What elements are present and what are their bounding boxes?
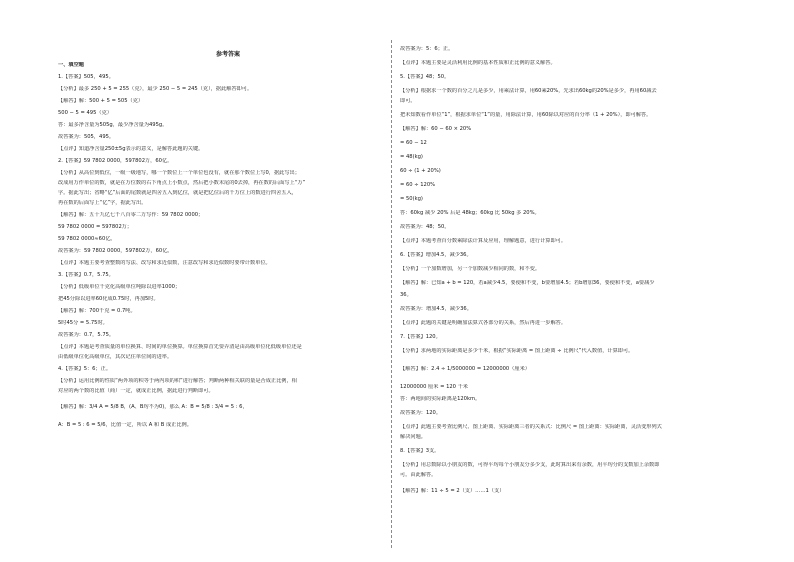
text-line: 对应的两个数的比值（商）一定，就成正比例，据此进行判断即可。: [58, 388, 214, 394]
text-line: 由低级单位化高级单位，其次记住单位间的进率。: [58, 354, 173, 360]
text-line: 【分析】最多 250 + 5 = 255（克），最少 250 − 5 = 245（克），据此解答即可。: [58, 86, 253, 92]
text-line: A：B = 5 : 6 = 5/6，比值一定，所以 A 和 B 成正比例。: [58, 422, 192, 428]
text-line: 2.【答案】59 7802 0000，597802万，60亿。: [58, 158, 173, 164]
text-line: 【解答】解：3/4 A = 5/8 B，(A、B均不为0)，那么 A：B = 5/8 : 3/4 = 5 : 6，: [58, 404, 248, 410]
text-line: 一、填空题: [58, 62, 84, 68]
text-line: 【解答】解：五十九亿七千八百零二万写作：59 7802 0000；: [58, 212, 204, 218]
text-line: = 50(kg): [400, 196, 423, 202]
text-line: 【解答】解：500 + 5 = 505（克）: [58, 98, 144, 104]
text-line: 故答案为：0.7，5.75。: [58, 332, 115, 338]
text-line: 【解答】解：60 − 60 × 20%: [400, 126, 472, 132]
text-line: 答：两地间的实际距离是120km。: [400, 396, 481, 402]
text-line: 【分析】根据求一个数的百分之几是多少，用乘法计算，用60乘20%，先求出60kg的20%是多少，再用60减去: [400, 88, 657, 94]
text-line: 4.【答案】5：6；正。: [58, 366, 112, 372]
text-line: 故答案为：120。: [400, 410, 442, 416]
text-line: 36。: [400, 292, 412, 298]
text-line: 【点评】本题是考查质量的单位换算、时间的单位换算。单位换算首先要弄清是由高级单位化低级单位还是: [58, 344, 302, 350]
column-divider: [391, 40, 392, 548]
text-line: 故答案为：59 7802 0000，597802万，60亿。: [58, 248, 173, 254]
text-line: 【点评】本题主要考查整数的写法、改写和求近似数，注意改写和求近似数时要带计数单位。: [58, 260, 271, 266]
text-line: 【分析】从高位到低位，一级一级地写，哪一个数位上一个单位也没有，就在那个数位上写0，据此写出；: [58, 170, 300, 176]
text-line: 【解答】解：已知a + b = 120，若a减少4.5，要使和不变，b要增加4.5；若b增加36，要使和不变，a要减少: [400, 280, 655, 286]
text-line: 故答案为：48；50。: [400, 224, 450, 230]
text-line: 1.【答案】505，495。: [58, 74, 114, 80]
text-line: 把未知数看作单位“1”，根据求单位“1”的量，用除法计算，用60除以对应的百分率（1 + 20%），即可解答。: [400, 112, 652, 118]
text-line: 改成用万作单位的数，就是在万位数的右下角点上小数点，然后把小数末尾的0去掉，再在数的后面写上“万”: [58, 180, 306, 186]
text-line: 【分析】一个加数增加，另一个加数减少相同的数，和不变。: [400, 266, 541, 272]
text-line: 【分析】运用比例的性质“两外项的积等于两内项的积”进行解答；判断两种相关联的量是否成正比例，相: [58, 378, 297, 384]
text-line: 即可。: [400, 98, 416, 104]
text-line: 500 − 5 = 495（克）: [58, 110, 112, 116]
text-line: 【点评】此题的关键是明确加法算式各部分的关系，然后再进一步解答。: [400, 320, 567, 326]
text-line: 可。由此解答。: [400, 472, 437, 478]
text-line: 【解答】解：2.4 ÷ 1/5000000 = 12000000（厘米）: [400, 366, 530, 372]
text-line: 答：最多净含量为505g，最少净含量为495g。: [58, 122, 168, 128]
text-line: 60 ÷ (1 + 20%): [400, 168, 441, 174]
text-line: 故答案为：增加4.5，减少36。: [400, 306, 472, 312]
text-line: = 48(kg): [400, 154, 423, 160]
text-line: 【分析】求两地的实际距离是多少千米，根据“实际距离 = 图上距离 ÷ 比例尺”代入数值，计算即可。: [400, 348, 634, 354]
text-line: 答：60kg 减少 20% 后是 48kg；60kg 比 50kg 多 20%。: [400, 210, 540, 216]
text-line: 把45分除以进率60化成0.75时，再加5时。: [58, 296, 159, 302]
text-line: 【点评】知道净含量250±5g表示的意义，是解答此题的关键。: [58, 146, 204, 152]
text-line: 5时45分 = 5.75时。: [58, 320, 108, 326]
text-line: 【分析】低级单位千克化高级单位吨除以进率1000；: [58, 284, 181, 290]
text-line: 【解答】解：11 ÷ 5 = 2（支）……1（支）: [400, 488, 505, 494]
text-line: = 60 ÷ 120%: [400, 182, 436, 188]
text-line: 【解答】解：700千克 = 0.7吨。: [58, 308, 136, 314]
text-line: 12000000 厘米 = 120 千米: [400, 384, 468, 390]
text-line: 【点评】本题主要是灵活利用比例的基本性质和正比例的意义解答。: [400, 60, 556, 66]
text-line: 【分析】用总数除以小朋友的数，可得平均每个小朋友分多少支，此时算出来有余数，用平均分的支数加上余数即: [400, 462, 660, 468]
text-line: 解决问题。: [400, 434, 426, 440]
text-line: 6.【答案】增加4.5，减少36。: [400, 252, 472, 258]
text-line: 8.【答案】3支。: [400, 448, 440, 454]
page-title: 参考答案: [215, 51, 240, 58]
text-line: 再在数的后面写上“亿”字，据此写出。: [58, 200, 147, 206]
text-line: 59 7802 0000 = 597802万；: [58, 224, 133, 230]
text-line: 【点评】本题考查百分数乘除法计算及应用，理解题意，进行计算即可。: [400, 238, 567, 244]
text-line: 故答案为：505，495。: [58, 134, 115, 140]
text-line: 字。据此写出；省略“亿”后面的尾数就是四舍五入到亿位，就是把亿位后的千万位上的数进行四舍五入，: [58, 190, 297, 196]
text-line: 7.【答案】120。: [400, 334, 441, 340]
text-line: = 60 − 12: [400, 140, 427, 146]
text-line: 【点评】此题主要考查比例尺、图上距离、实际距离三者的关系式：比例尺 = 图上距离：实际距离，灵活变形列式: [400, 424, 662, 430]
text-line: 故答案为：5：6；正。: [400, 46, 454, 52]
text-line: 3.【答案】0.7，5.75。: [58, 272, 114, 278]
text-line: 5.【答案】48；50。: [400, 74, 450, 80]
text-line: 59 7802 0000≈60亿。: [58, 236, 116, 242]
